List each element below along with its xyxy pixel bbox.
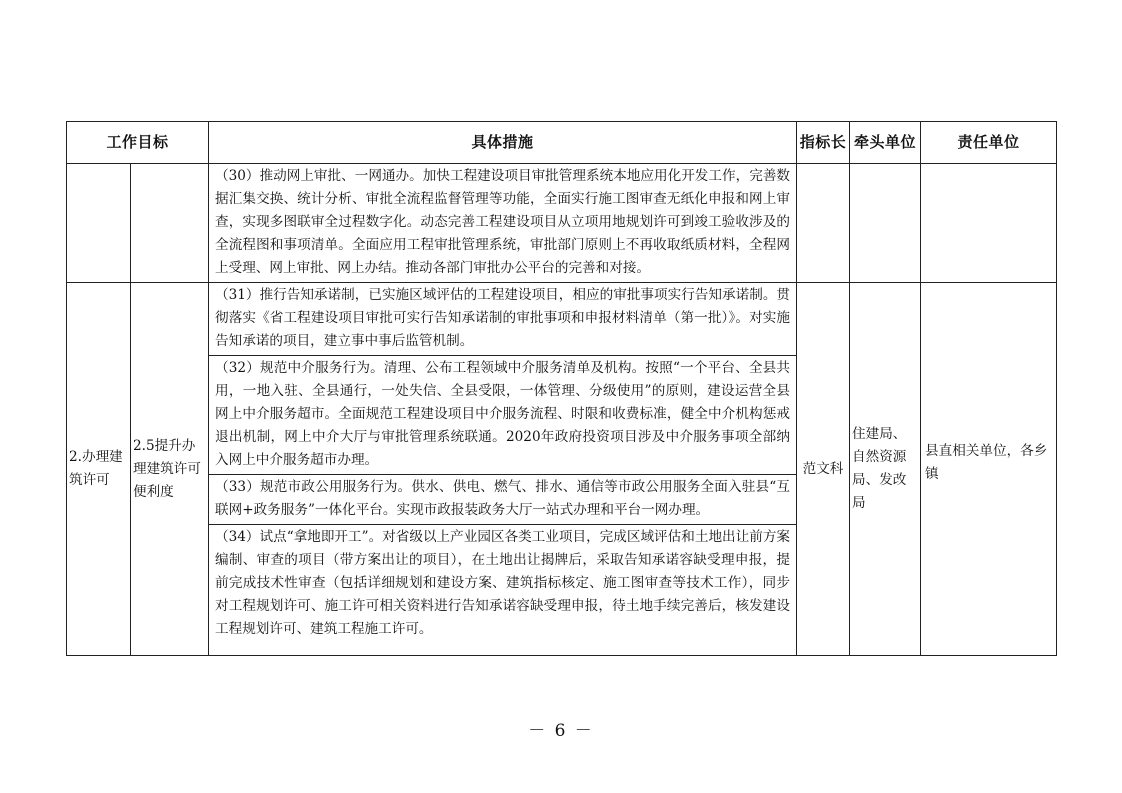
work-plan-table — [66, 121, 1057, 656]
measure-34: （34）试点“拿地即开工”。对省级以上产业园区各类工业项目，完成区域评估和土地出让前方案编制、审查的项目（带方案出让的项目），在土地出让揭牌后，采取告知承诺容缺受理申报，提前完成技术性审查（包括详细规划和建设方案、建筑指标核定、施工图审查等技术工作），同步对工程规划许可、施工许可相关资料进行告知承诺容缺受理申报，待土地手续完善后，核发建设工程规划许可、建筑工程施工许可。 — [209, 525, 797, 656]
measure-32: （32）规范中介服务行为。清理、公布工程领域中介服务清单及机构。按照“一个平台、全县共用，一地入驻、全县通行，一处失信、全县受限，一体管理、分级使用”的原则，建设运营全县网上中介服务超市。全面规范工程建设项目中介服务流程、时限和收费标准，健全中介机构惩戒退出机制，网上中介大厅与审批管理系统联通。2020年政府投资项目涉及中介服务事项全部纳入网上中介服务超市办理。 — [209, 356, 797, 475]
table-row — [67, 164, 1057, 283]
header-responsible-unit: 责任单位 — [921, 122, 1057, 164]
header-work-goal: 工作目标 — [67, 122, 209, 164]
empty-responsible-cell — [921, 164, 1057, 283]
measure-31: （31）推行告知承诺制，已实施区域评估的工程建设项目，相应的审批事项实行告知承诺制。贯彻落实《省工程建设项目审批可实行告知承诺制的审批事项和申报材料清单（第一批）》。对实施告知承诺的项目，建立事中事后监管机制。 — [209, 283, 797, 356]
measure-30: （30）推动网上审批、一网通办。加快工程建设项目审批管理系统本地应用化开发工作，完善数据汇集交换、统计分析、审批全流程监督管理等功能，全面实行施工图审查无纸化申报和网上审查，实现多图联审全过程数字化。动态完善工程建设项目从立项用地规划许可到竣工验收涉及的全流程图和事项清单。全面应用工程审批管理系统，审批部门原则上不再收取纸质材料，全程网上受理、网上审批、网上办结。推动各部门审批办公平台的完善和对接。 — [209, 164, 797, 283]
empty-goal-cell — [67, 164, 131, 283]
table-row — [67, 283, 1057, 356]
header-measures: 具体措施 — [209, 122, 797, 164]
header-indicator-lead: 指标长 — [797, 122, 850, 164]
empty-lead-cell — [850, 164, 921, 283]
table-header-row — [67, 122, 1057, 164]
measure-33: （33）规范市政公用服务行为。供水、供电、燃气、排水、通信等市政公用服务全面入驻县“互联网+政务服务”一体化平台。实现市政报装政务大厅一站式办理和平台一网办理。 — [209, 475, 797, 525]
goal-building-permit: 2.办理建筑许可 — [67, 283, 131, 656]
page-number: － 6 － — [528, 721, 594, 741]
responsible-units-cell: 县直相关单位，各乡镇 — [921, 283, 1057, 656]
lead-units-cell: 住建局、自然资源局、发改局 — [850, 283, 921, 656]
empty-subgoal-cell — [131, 164, 209, 283]
empty-indicator-cell — [797, 164, 850, 283]
header-lead-unit: 牵头单位 — [850, 122, 921, 164]
subgoal-permit-convenience: 2.5提升办理建筑许可便利度 — [131, 283, 209, 656]
indicator-lead-cell: 范文科 — [797, 283, 850, 656]
